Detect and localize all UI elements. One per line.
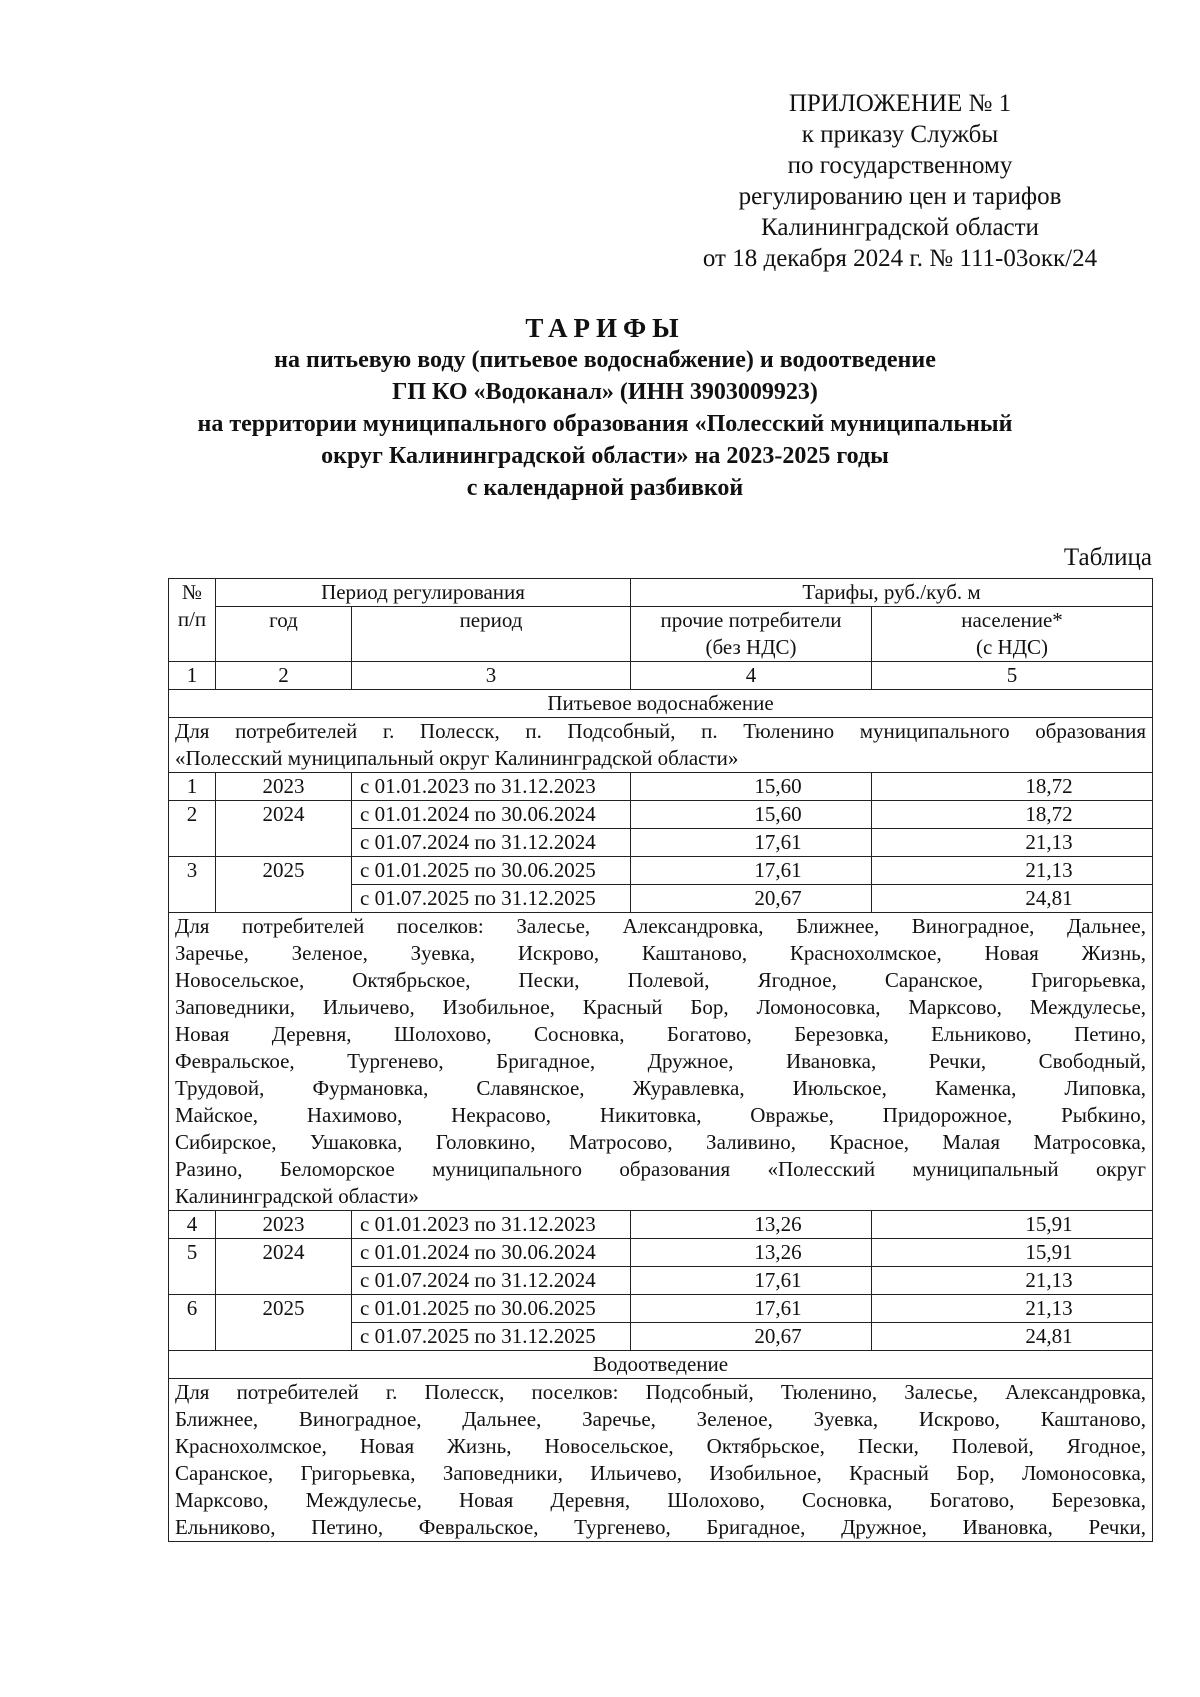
title-line: с календарной разбивкой bbox=[466, 475, 744, 501]
row-period: с 01.01.2023 по 31.12.2023 bbox=[352, 1211, 631, 1239]
table-label: Таблица bbox=[1063, 544, 1152, 571]
consumer-group-line: Разино, Беломорское муниципального образования «Полесский муниципальный округ bbox=[175, 1157, 1147, 1181]
row-number: 4 bbox=[169, 1211, 216, 1239]
row-period: с 01.01.2025 по 30.06.2025 bbox=[352, 857, 631, 885]
col-num: 2 bbox=[216, 662, 352, 690]
col-num: 3 bbox=[352, 662, 631, 690]
appendix-block bbox=[640, 88, 1160, 274]
consumer-group-text bbox=[169, 913, 1153, 1211]
consumer-group-line: Сибирское, Ушаковка, Головкино, Матросово, Заливино, Красное, Малая Матросовка, bbox=[175, 1130, 1147, 1154]
consumer-group-line: Для потребителей поселков: Залесье, Александровка, Ближнее, Виноградное, Дальнее, bbox=[175, 914, 1147, 938]
row-year: 2025 bbox=[216, 1295, 352, 1351]
header-tariff-group: Тарифы, руб./куб. м bbox=[631, 579, 1153, 607]
row-tariff-other: 17,61 bbox=[631, 829, 872, 857]
consumer-group-line: Саранское, Григорьевка, Заповедники, Ильичево, Изобильное, Красный Бор, Ломоносовка, bbox=[175, 1461, 1147, 1485]
tariff-row bbox=[169, 801, 1153, 829]
header-period-group: Период регулирования bbox=[216, 579, 631, 607]
title-line: на питьевую воду (питьевое водоснабжение) и водоотведение bbox=[274, 347, 936, 373]
consumer-group-row bbox=[169, 913, 1153, 1211]
title-line: округ Калининградской области» на 2023-2025 годы bbox=[321, 443, 889, 469]
consumer-group-line: Февральское, Тургенево, Бригадное, Дружное, Ивановка, Речки, Свободный, bbox=[175, 1049, 1147, 1073]
row-tariff-other: 20,67 bbox=[631, 885, 872, 913]
header-row bbox=[169, 579, 1153, 607]
row-tariff-population: 21,13 bbox=[872, 1295, 1153, 1323]
header-period: период bbox=[352, 607, 631, 662]
row-number: 3 bbox=[169, 857, 216, 913]
row-tariff-other: 13,26 bbox=[631, 1211, 872, 1239]
title-line: на территории муниципального образования «Полесский муниципальный bbox=[197, 411, 1013, 437]
consumer-group-line: Калининградской области» bbox=[175, 1184, 419, 1208]
col-num: 1 bbox=[169, 662, 216, 690]
row-number: 2 bbox=[169, 801, 216, 857]
appendix-line: ПРИЛОЖЕНИЕ № 1 bbox=[788, 90, 1012, 117]
consumer-group-line: Ельниково, Петино, Февральское, Тургенево, Бригадное, Дружное, Ивановка, Речки, bbox=[175, 1515, 1147, 1539]
consumer-group-text bbox=[169, 1379, 1153, 1542]
row-period: с 01.01.2025 по 30.06.2025 bbox=[352, 1295, 631, 1323]
header-row bbox=[169, 607, 1153, 662]
row-period: с 01.07.2025 по 31.12.2025 bbox=[352, 1323, 631, 1351]
row-tariff-other: 20,67 bbox=[631, 1323, 872, 1351]
row-period: с 01.07.2024 по 31.12.2024 bbox=[352, 1267, 631, 1295]
row-tariff-population: 24,81 bbox=[872, 1323, 1153, 1351]
title-line: ГП КО «Водоканал» (ИНН 3903009923) bbox=[392, 379, 818, 405]
row-year: 2023 bbox=[216, 773, 352, 801]
appendix-line: Калининградской области bbox=[761, 214, 1039, 241]
consumer-group-line: Для потребителей г. Полесск, п. Подсобный, п. Тюленино муниципального образования bbox=[175, 719, 1147, 743]
header-other: прочие потребители (без НДС) bbox=[631, 607, 872, 662]
row-tariff-population: 21,13 bbox=[872, 829, 1153, 857]
consumer-group-line: Заречье, Зеленое, Зуевка, Искрово, Каштаново, Краснохолмское, Новая Жизнь, bbox=[175, 941, 1147, 965]
tariff-row bbox=[169, 1295, 1153, 1323]
col-num: 4 bbox=[631, 662, 872, 690]
row-tariff-other: 17,61 bbox=[631, 1267, 872, 1295]
consumer-group-line: «Полесский муниципальный округ Калининградской области» bbox=[175, 746, 739, 770]
row-period: с 01.01.2024 по 30.06.2024 bbox=[352, 1239, 631, 1267]
consumer-group-text bbox=[169, 718, 1153, 773]
tariff-row bbox=[169, 773, 1153, 801]
consumer-group-row bbox=[169, 718, 1153, 773]
consumer-group-line: Ближнее, Виноградное, Дальнее, Заречье, Зеленое, Зуевка, Искрово, Каштаново, bbox=[175, 1407, 1147, 1431]
consumer-group-line: Для потребителей г. Полесск, поселков: Подсобный, Тюленино, Залесье, Александровка, bbox=[175, 1380, 1147, 1404]
column-number-row bbox=[169, 662, 1153, 690]
consumer-group-line: Трудовой, Фурмановка, Славянское, Журавлевка, Июльское, Каменка, Липовка, bbox=[175, 1076, 1147, 1100]
appendix-line: регулированию цен и тарифов bbox=[738, 183, 1062, 210]
header-num: № п/п bbox=[169, 579, 216, 662]
tariff-row bbox=[169, 1211, 1153, 1239]
row-number: 1 bbox=[169, 773, 216, 801]
consumer-group-line: Новая Деревня, Шолохово, Сосновка, Богатово, Березовка, Ельниково, Петино, bbox=[175, 1022, 1147, 1046]
consumer-group-line: Новосельское, Октябрьское, Пески, Полевой, Ягодное, Саранское, Григорьевка, bbox=[175, 968, 1147, 992]
row-tariff-population: 15,91 bbox=[872, 1239, 1153, 1267]
consumer-group-line: Заповедники, Ильичево, Изобильное, Красный Бор, Ломоносовка, Марксово, Междулесье, bbox=[175, 995, 1147, 1019]
row-tariff-other: 17,61 bbox=[631, 857, 872, 885]
tariff-row bbox=[169, 857, 1153, 885]
row-tariff-population: 18,72 bbox=[872, 773, 1153, 801]
row-tariff-other: 15,60 bbox=[631, 801, 872, 829]
row-year: 2025 bbox=[216, 857, 352, 913]
header-year: год bbox=[216, 607, 352, 662]
appendix-line: к приказу Службы bbox=[801, 121, 999, 148]
header-population: население* (с НДС) bbox=[872, 607, 1153, 662]
row-tariff-other: 15,60 bbox=[631, 773, 872, 801]
row-tariff-population: 21,13 bbox=[872, 857, 1153, 885]
tariffs-table bbox=[168, 578, 1153, 1542]
row-tariff-population: 21,13 bbox=[872, 1267, 1153, 1295]
row-period: с 01.01.2024 по 30.06.2024 bbox=[352, 801, 631, 829]
title-main: ТАРИФЫ bbox=[525, 313, 685, 343]
row-tariff-other: 17,61 bbox=[631, 1295, 872, 1323]
section-title: Питьевое водоснабжение bbox=[169, 690, 1153, 718]
row-year: 2024 bbox=[216, 801, 352, 857]
appendix-line: от 18 декабря 2024 г. № 111-03окк/24 bbox=[702, 245, 1098, 272]
row-number: 5 bbox=[169, 1239, 216, 1295]
consumer-group-line: Краснохолмское, Новая Жизнь, Новосельское, Октябрьское, Пески, Полевой, Ягодное, bbox=[175, 1434, 1147, 1458]
consumer-group-line: Марксово, Междулесье, Новая Деревня, Шолохово, Сосновка, Богатово, Березовка, bbox=[175, 1488, 1147, 1512]
appendix-line: по государственному bbox=[787, 152, 1013, 179]
row-period: с 01.07.2025 по 31.12.2025 bbox=[352, 885, 631, 913]
row-year: 2023 bbox=[216, 1211, 352, 1239]
row-tariff-other: 13,26 bbox=[631, 1239, 872, 1267]
document-title bbox=[120, 312, 1090, 504]
row-tariff-population: 18,72 bbox=[872, 801, 1153, 829]
row-period: с 01.01.2023 по 31.12.2023 bbox=[352, 773, 631, 801]
section-row bbox=[169, 1351, 1153, 1379]
consumer-group-line: Майское, Нахимово, Некрасово, Никитовка, Овражье, Придорожное, Рыбкино, bbox=[175, 1103, 1147, 1127]
section-title: Водоотведение bbox=[169, 1351, 1153, 1379]
row-year: 2024 bbox=[216, 1239, 352, 1295]
col-num: 5 bbox=[872, 662, 1153, 690]
row-tariff-population: 15,91 bbox=[872, 1211, 1153, 1239]
row-tariff-population: 24,81 bbox=[872, 885, 1153, 913]
consumer-group-row bbox=[169, 1379, 1153, 1542]
row-number: 6 bbox=[169, 1295, 216, 1351]
row-period: с 01.07.2024 по 31.12.2024 bbox=[352, 829, 631, 857]
tariff-row bbox=[169, 1239, 1153, 1267]
section-row bbox=[169, 690, 1153, 718]
